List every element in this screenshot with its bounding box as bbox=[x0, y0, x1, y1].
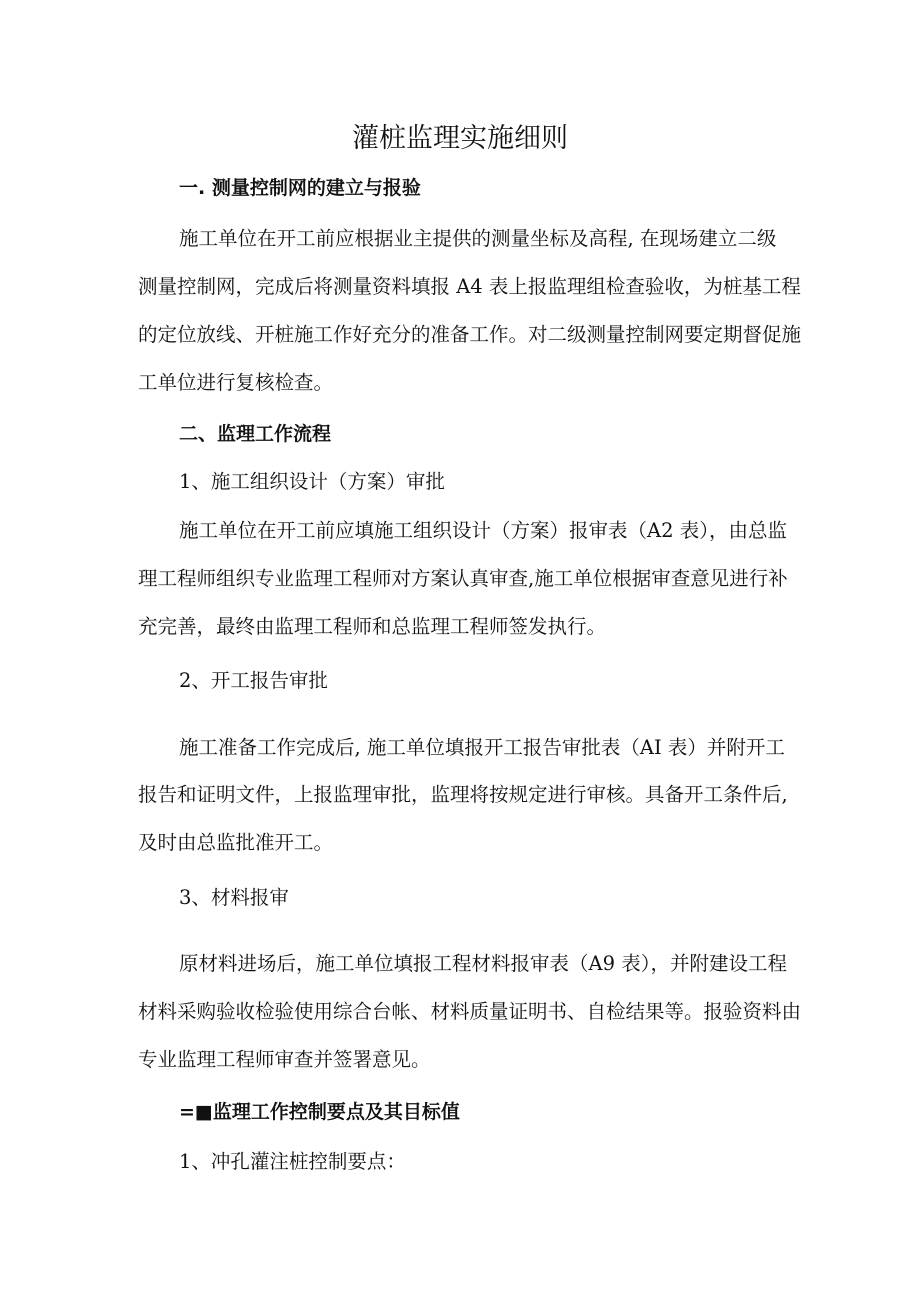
section3-heading: =■监理工作控制要点及其目标值 bbox=[179, 1101, 460, 1123]
section2-item3-label: 3、材料报审 bbox=[179, 886, 289, 909]
section1-line-1: 施工单位在开工前应根据业主提供的测量坐标及高程, 在现场建立二级 bbox=[179, 227, 777, 250]
section2-item2-line-1: 施工准备工作完成后, 施工单位填报开工报告审批表（AI 表）并附开工 bbox=[179, 736, 785, 759]
section1-heading: 一. 测量控制网的建立与报验 bbox=[179, 177, 421, 199]
section2-item2-line-2: 报告和证明文件，上报监理审批，监理将按规定进行审核。具备开工条件后, bbox=[138, 783, 788, 806]
section2-item3-line-1: 原材料进场后，施工单位填报工程材料报审表（A9 表），并附建设工程 bbox=[179, 952, 787, 975]
section2-item1-line-1: 施工单位在开工前应填施工组织设计（方案）报审表（A2 表），由总监 bbox=[179, 519, 787, 542]
section2-item2-line-3: 及时由总监批准开工。 bbox=[138, 831, 334, 854]
section2-item1-label: 1、施工组织设计（方案）审批 bbox=[179, 470, 445, 493]
section2-item1-line-3: 充完善，最终由监理工程师和总监理工程师签发执行。 bbox=[138, 615, 607, 638]
section2-item3-line-3: 专业监理工程师审查并签署意见。 bbox=[138, 1048, 431, 1071]
section3-item1-label: 1、冲孔灌注桩控制要点： bbox=[179, 1150, 406, 1173]
document-title: 灌桩监理实施细则 bbox=[352, 123, 568, 154]
section1-line-4: 工单位进行复核检查。 bbox=[138, 371, 334, 394]
section2-heading: 二、监理工作流程 bbox=[179, 423, 332, 445]
section1-line-2: 测量控制网，完成后将测量资料填报 A4 表上报监理组检查验收，为桩基工程 bbox=[138, 275, 801, 298]
section2-item1-line-2: 理工程师组织专业监理工程师对方案认真审查,施工单位根据审查意见进行补 bbox=[138, 567, 788, 590]
section2-item3-line-2: 材料采购验收检验使用综合台帐、材料质量证明书、自检结果等。报验资料由 bbox=[138, 1000, 802, 1023]
section1-line-3: 的定位放线、开桩施工作好充分的准备工作。对二级测量控制网要定期督促施 bbox=[138, 323, 802, 346]
section2-item2-label: 2、开工报告审批 bbox=[179, 669, 328, 692]
